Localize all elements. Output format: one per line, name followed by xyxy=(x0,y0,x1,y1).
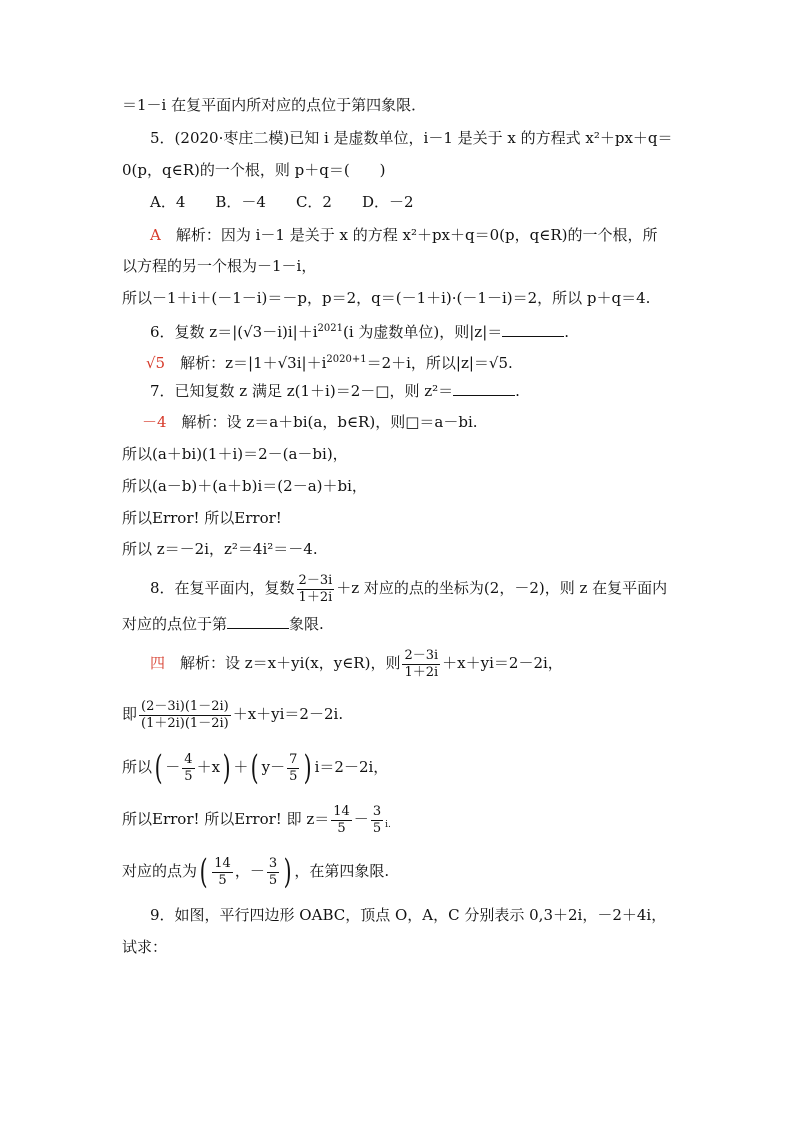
numerator: 2－3i xyxy=(404,647,439,663)
text: 8．在复平面内，复数 xyxy=(150,579,295,597)
fraction xyxy=(331,804,352,837)
denominator: 1＋2i xyxy=(404,664,439,680)
text: y－ xyxy=(261,758,286,776)
solution-line: 所以(a－b)＋(a＋b)i＝(2－a)＋bi， xyxy=(122,477,367,495)
fraction xyxy=(267,856,279,889)
solution-text: ＝a－bi. xyxy=(419,413,478,431)
numerator: (2－3i)(1－2i) xyxy=(141,698,229,714)
fraction xyxy=(182,752,194,785)
solution-text: ＝2＋i，所以|z|＝√5. xyxy=(366,354,513,372)
solution-line: 以方程的另一个根为－1－i， xyxy=(122,257,317,275)
text: . xyxy=(515,382,520,400)
numerator: 3 xyxy=(268,855,278,871)
question-5-stem-cont: 0(p，q∈R)的一个根，则 p＋q＝( ) xyxy=(122,161,386,179)
fraction xyxy=(371,804,383,837)
solution-line: 所以－1＋i＋(－1－i)＝－p，p＝2，q＝(－1＋i)·(－1－i)＝2，所以 p＋q＝4. xyxy=(122,289,651,307)
text: － xyxy=(165,758,181,776)
answer-mark: －4 xyxy=(142,413,167,431)
question-6-stem xyxy=(150,319,569,342)
numerator: 2－3i xyxy=(298,572,333,588)
superscript: 2020+1 xyxy=(326,354,367,365)
text: 所以Error! 所以Error! 即 z＝ xyxy=(122,810,330,828)
text: i. xyxy=(385,820,391,830)
text: 象限. xyxy=(289,615,324,633)
text: i＝2－2i， xyxy=(314,758,389,776)
paren: ( xyxy=(154,748,163,788)
denominator: (1＋2i)(1－2i) xyxy=(141,715,229,731)
text: ，则 z²＝ xyxy=(389,382,454,400)
placeholder-box: □ xyxy=(375,382,390,400)
answer-mark: √5 xyxy=(146,354,166,372)
question-6-solution xyxy=(146,350,513,373)
solution-line xyxy=(122,852,389,890)
paren: ( xyxy=(199,852,208,892)
question-8-solution xyxy=(150,645,563,681)
question-7-stem xyxy=(150,381,520,401)
question-7-solution xyxy=(142,412,478,432)
text: － xyxy=(353,810,369,828)
text: . xyxy=(564,323,570,341)
question-8-stem-cont xyxy=(122,614,324,634)
solution-line xyxy=(122,800,391,844)
text: ＋x＋yi＝2－2i. xyxy=(232,705,344,723)
text: ，－ xyxy=(234,862,265,880)
answer-blank xyxy=(227,614,289,629)
denominator: 5 xyxy=(331,820,352,837)
question-8-stem xyxy=(150,570,667,606)
solution-text: ＋x＋yi＝2－2i， xyxy=(442,654,563,672)
denominator: 5 xyxy=(268,872,278,888)
text: 对应的点位于第 xyxy=(122,615,228,633)
text: 即 xyxy=(122,705,138,723)
question-5-stem: 5．(2020·枣庄二模)已知 i 是虚数单位，i－1 是关于 x 的方程式 x²＋px＋q＝ xyxy=(150,129,673,147)
solution-text: 解析：z＝|1＋√3i|＋i xyxy=(165,354,327,372)
solution-text: 解析：因为 i－1 是关于 x 的方程 x²＋px＋q＝0(p，q∈R)的一个根，所 xyxy=(160,226,658,244)
text: ＋ xyxy=(233,758,249,776)
solution-line xyxy=(122,748,388,786)
placeholder-box: □ xyxy=(405,413,420,431)
paren: ) xyxy=(222,748,231,788)
numerator: 14 xyxy=(333,803,350,819)
text: 6．复数 z＝|(√3－i)i|＋i xyxy=(150,323,318,341)
solution-line: 所以 z＝－2i，z²＝4i²＝－4. xyxy=(122,540,318,558)
question-5-solution xyxy=(150,225,657,245)
paren: ) xyxy=(283,852,292,892)
fraction xyxy=(139,699,231,732)
solution-text: 解析：设 z＝a＋bi(a，b∈R)，则 xyxy=(166,413,406,431)
text: ，在第四象限. xyxy=(294,862,390,880)
fraction xyxy=(402,648,440,681)
numerator: 14 xyxy=(214,855,231,871)
numerator: 7 xyxy=(289,751,298,767)
text: ＋z 对应的点的坐标为(2，－2)，则 z 在复平面内 xyxy=(336,579,668,597)
denominator: 1＋2i xyxy=(298,589,333,605)
answer-blank xyxy=(502,322,564,337)
text: 7．已知复数 z 满足 z(1＋i)＝2－ xyxy=(150,382,376,400)
denominator: 5 xyxy=(184,768,193,784)
text: (i 为虚数单位)，则|z|＝ xyxy=(342,323,503,341)
solution-line: 所以Error! 所以Error! xyxy=(122,509,282,527)
numerator: 4 xyxy=(184,751,193,767)
solution-text: 解析：设 z＝x＋yi(x，y∈R)，则 xyxy=(165,654,401,672)
answer-mark: A xyxy=(150,226,161,244)
denominator: 5 xyxy=(212,872,233,889)
superscript: 2021 xyxy=(317,323,343,334)
fraction xyxy=(297,573,335,606)
solution-line: 所以(a＋bi)(1＋i)＝2－(a－bi)， xyxy=(122,445,348,463)
fraction xyxy=(287,752,299,785)
solution-line xyxy=(122,696,343,732)
text: 对应的点为 xyxy=(122,862,198,880)
question-9-stem-cont: 试求： xyxy=(122,938,168,956)
fraction xyxy=(212,856,233,889)
denominator: 5 xyxy=(372,820,382,836)
text-line: ＝1－i 在复平面内所对应的点位于第四象限． xyxy=(122,96,427,114)
question-5-options: A．4 B．－4 C．2 D．－2 xyxy=(150,193,414,211)
denominator: 5 xyxy=(289,768,298,784)
question-9-stem: 9．如图，平行四边形 OABC，顶点 O，A，C 分别表示 0,3＋2i，－2＋4i， xyxy=(150,906,667,924)
text: ＋x xyxy=(196,758,221,776)
paren: ) xyxy=(304,748,312,788)
numerator: 3 xyxy=(372,803,382,819)
paren: ( xyxy=(250,748,259,788)
answer-mark: 四 xyxy=(150,654,166,672)
answer-blank xyxy=(453,381,515,396)
text: 所以 xyxy=(122,758,153,776)
